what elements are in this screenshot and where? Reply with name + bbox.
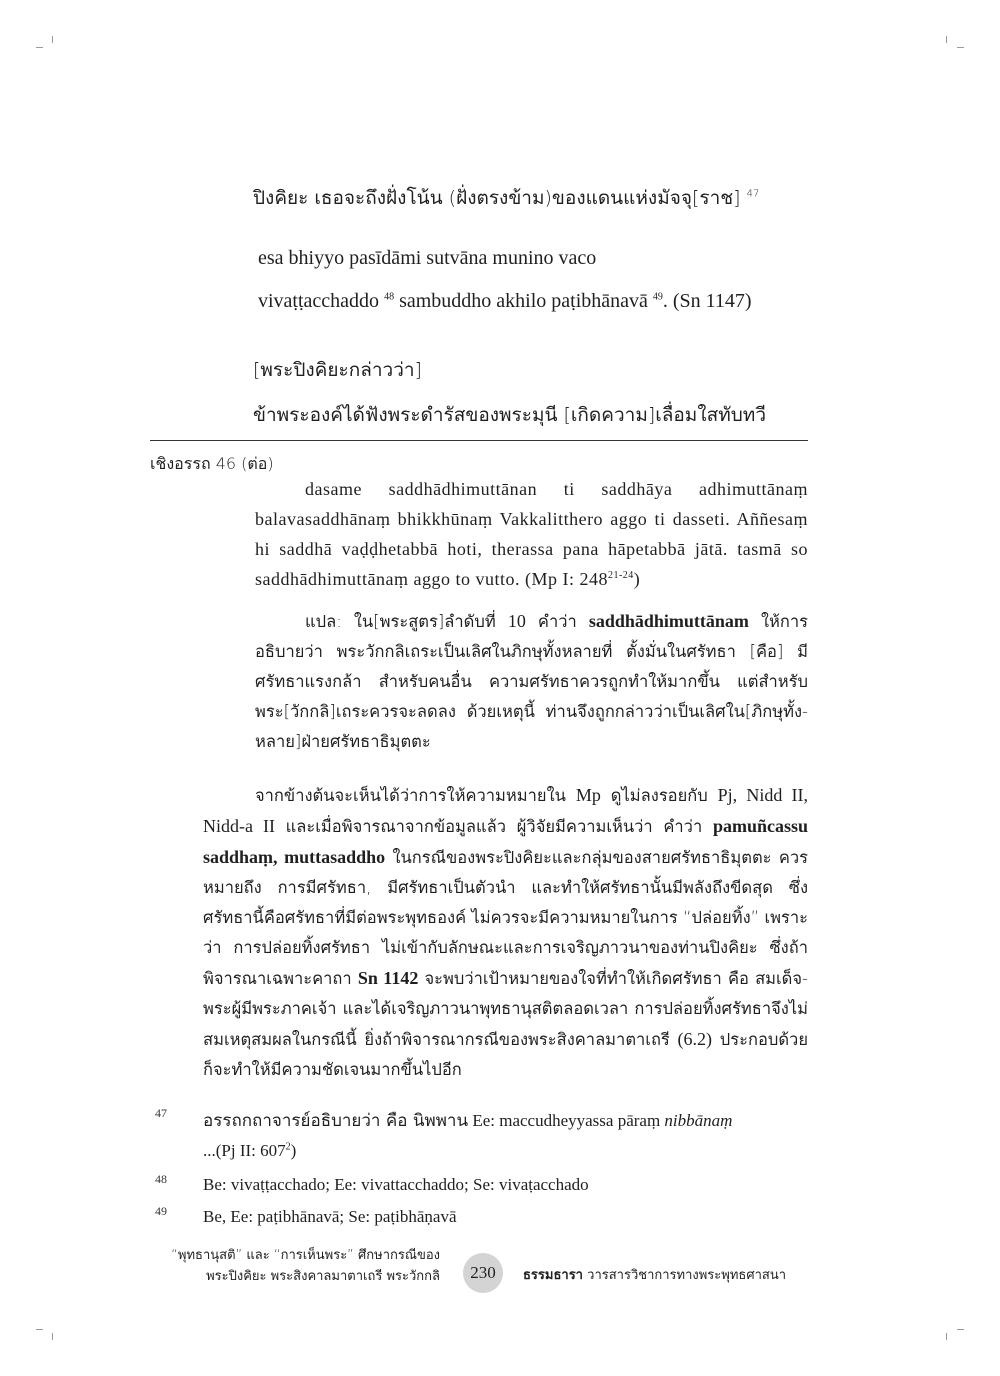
verse-speaker: [พระปิงคิยะกล่าวว่า] (253, 359, 422, 381)
body-paragraph: จากข้างต้นจะเห็นได้ว่าการให้ความหมายใน Mp ดูไม่ลงรอยกับ Pj, Nidd II, Nidd-a II และเมื่อพิจารณาจากข้อมูลแล้ว ผู้วิจัยมีความเห็นว่า คำว่า pamuñcassu saddhaṃ, muttasaddho ในกรณีของพระปิงคิยะและกลุ่มของสายศรัทธาธิมุตตะ ควรหมายถึง การมีศรัทธา, มีศรัทธาเป็นตัวนำ และทำให้ศรัทธานั้นมีพลังถึงขีดสุด ซึ่งศรัทธานี้คือศรัทธาที่มีต่อพระพุทธองค์ ไม่ควรจะมีความหมายในการ “ปล่อยทิ้ง” เพราะว่า การปล่อยทิ้งศรัทธา ไม่เข้ากับลักษณะและการเจริญภาวนาของท่านปิงคิยะ ซึ่งถ้าพิจารณาเฉพาะคาถา Sn 1142 จะพบว่าเป้าหมายของใจที่ทำให้เกิดศรัทธา คือ สมเด็จ-พระผู้มีพระภาคเจ้า และได้เจริญภาวนาพุทธานุสติตลอดเวลา การปล่อยทิ้งศรัทธาจึงไม่สมเหตุสมผลในกรณีนี้ ยิ่งถ้าพิจารณากรณีของพระสิงคาลมาตาเถรี (6.2) ประกอบด้วยก็จะทำให้มีความชัดเจนมากขึ้นไปอีก (203, 785, 809, 1079)
footnote-ref-48[interactable]: 48 (384, 291, 395, 303)
verse-thai-line-1: ปิงคิยะ เธอจะถึงฝั่งโน้น (ฝั่งตรงข้าม)ของแดนแห่งมัจจุ[ราช] $^{47}$ (253, 187, 760, 209)
crop-mark (946, 36, 947, 43)
footer-article-title: “พุทธานุสติ” และ “การเห็นพระ” ศึกษากรณีของ พระปิงคิยะ พระสิงคาลมาตาเถรี พระวักกลิ (171, 1248, 440, 1284)
verse-pali-line-2: vivaṭṭacchaddo $^{48}$ sambuddho akhilo paṭibhānavā $^{49}$. (Sn 1147) (258, 290, 752, 312)
footnote-47: อรรถกถาจารย์อธิบายว่า คือ นิพพาน Ee: maccudheyyassa pāraṃ nibbānaṃ ...(Pj II: $607^2$) (203, 1111, 733, 1160)
footnote-ref-47[interactable]: 47 (746, 188, 760, 200)
page-number: 230 (463, 1253, 503, 1293)
footnote-continued-heading: เชิงอรรถ 46 (ต่อ) (150, 454, 274, 473)
crop-mark (36, 47, 43, 48)
pali-commentary: dasame saddhādhimuttānan ti saddhāya adhimuttānaṃ balavasaddhānaṃ bhikkhūnaṃ Vakkalitthero aggo ti dasseti. Aññesaṃ hi saddhā vaḍḍhetabbā hoti, therassa pana hāpetabbā jātā. tasmā so saddhādhimuttānaṃ aggo to vutto. (Mp I: 248$^{21-24}$) (255, 479, 808, 589)
crop-mark (946, 1333, 947, 1340)
thai-translation: แปล: ใน[พระสูตร]ลำดับที่ 10 คำว่า saddhādhimuttānam ให้การอธิบายว่า พระวักกลิเถระเป็นเลิศในภิกษุทั้งหลายที่ ตั้งมั่นในศรัทธา [คือ] มีศรัทธาแรงกล้า สำหรับคนอื่น ความศรัทธาควรถูกทำให้มากขึ้น แต่สำหรับพระ[วักกลิ]เถระควรจะลดลง ด้วยเหตุนี้ ท่านจึงถูกกล่าวว่าเป็นเลิศใน[ภิกษุทั้ง-หลาย]ฝ่ายศรัทธาธิมุตตะ (255, 611, 809, 751)
footnote-number: 49 (155, 1204, 167, 1218)
crop-mark (957, 47, 964, 48)
footnote-49: Be, Ee: paṭibhānavā; Se: paṭibhāṇavā (203, 1207, 457, 1226)
crop-mark (52, 1333, 53, 1340)
footnote-number: 48 (155, 1172, 167, 1186)
verse-pali-line-1: esa bhiyyo pasīdāmi sutvāna munino vaco (258, 247, 597, 269)
footnote-48: Be: vivaṭṭacchado; Ee: vivattacchaddo; Se: vivaṭacchado (203, 1175, 589, 1194)
verse-thai-line-2: ข้าพระองค์ได้ฟังพระดำรัสของพระมุนี [เกิดความ]เลื่อมใสทับทวี (253, 404, 766, 426)
footnote-number: 47 (155, 1106, 167, 1120)
crop-mark (52, 36, 53, 43)
crop-mark (957, 1329, 964, 1330)
crop-mark (36, 1329, 43, 1330)
footnote-divider (150, 440, 808, 441)
footer-journal: ธรรมธารา วารสารวิชาการทางพระพุทธศาสนา (523, 1268, 787, 1283)
footnote-ref-49[interactable]: 49 (652, 291, 663, 303)
